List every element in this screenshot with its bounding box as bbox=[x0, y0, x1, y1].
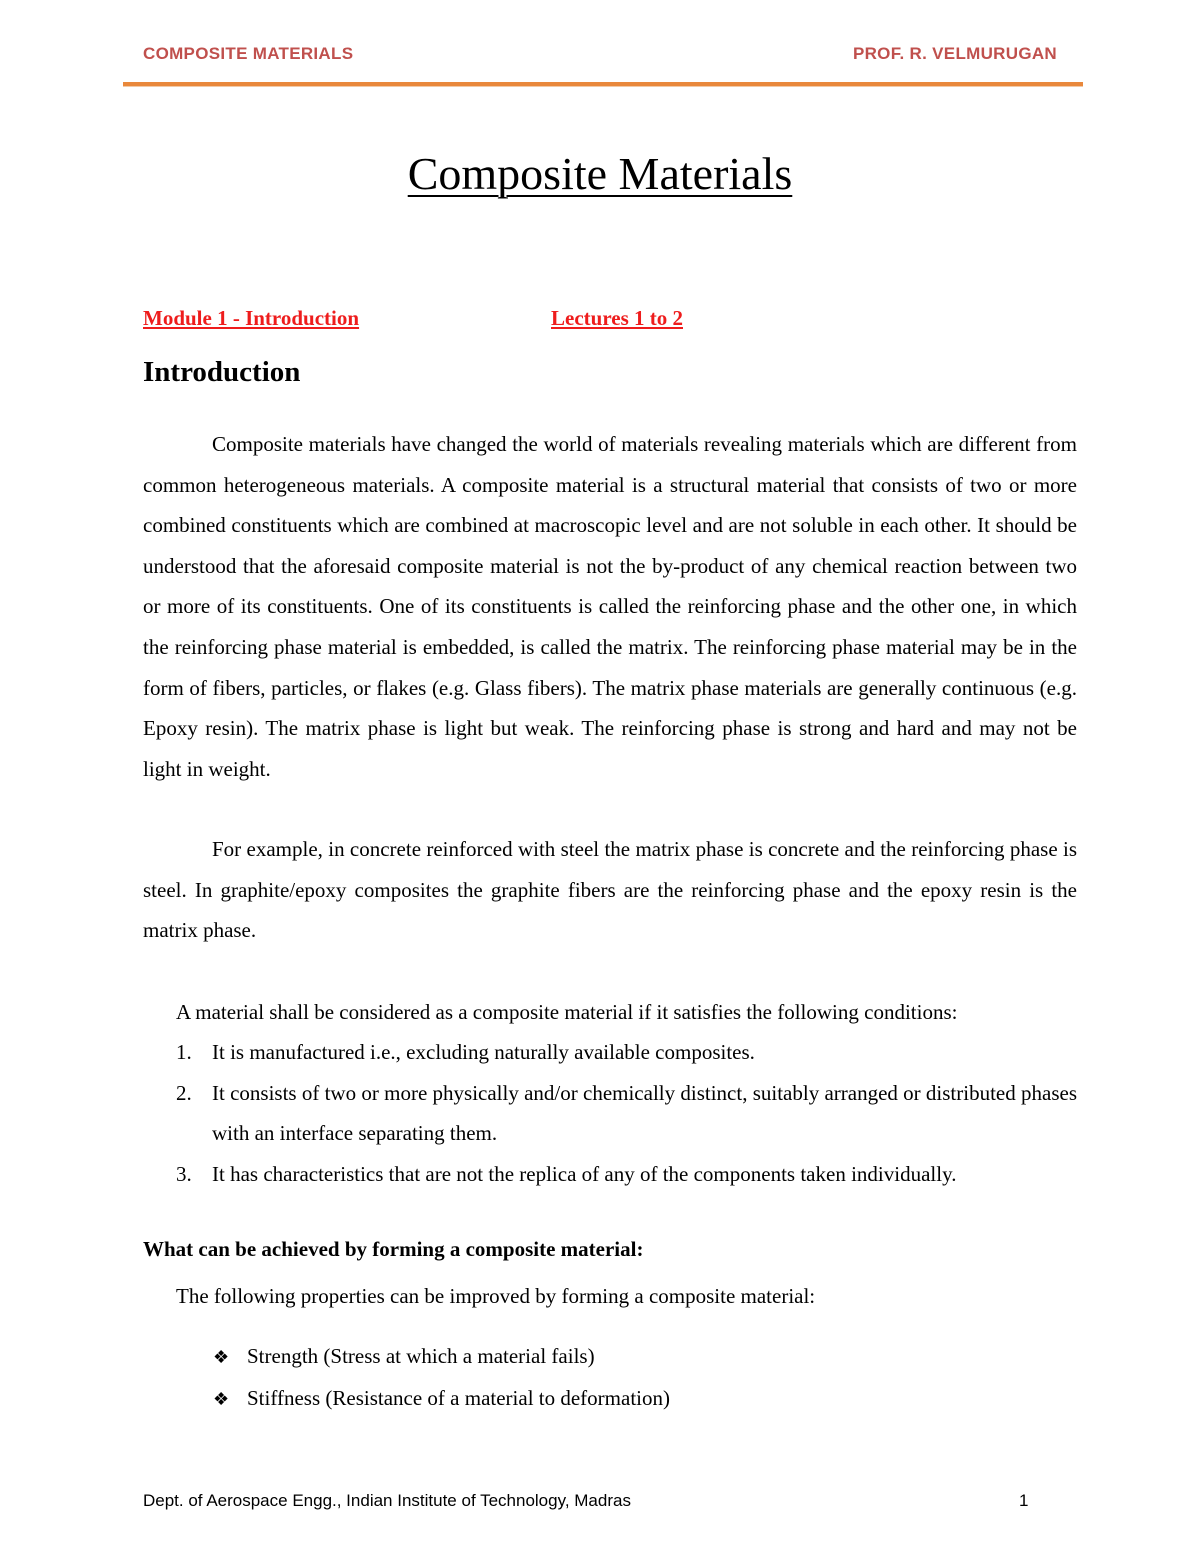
conditions-intro: A material shall be considered as a composite material if it satisfies the following conditions: bbox=[176, 1000, 958, 1024]
page-number: 1 bbox=[1019, 1491, 1029, 1510]
properties-list bbox=[213, 1336, 670, 1420]
diamond-bullet-icon: ❖ bbox=[213, 1389, 230, 1409]
achieve-intro: The following properties can be improved by forming a composite material: bbox=[176, 1284, 816, 1308]
conditions-list bbox=[143, 1032, 1077, 1194]
document-title: Composite Materials bbox=[407, 148, 793, 199]
header-author: PROF. R. VELMURUGAN bbox=[852, 44, 1057, 63]
header-course-title: COMPOSITE MATERIALS bbox=[143, 44, 354, 63]
list-item: ❖ Strength (Stress at which a material fails) bbox=[213, 1336, 670, 1378]
lectures-label: Lectures 1 to 2 bbox=[551, 306, 683, 330]
diamond-bullet-icon: ❖ bbox=[213, 1347, 230, 1367]
list-item: 3. It has characteristics that are not the replica of any of the components taken individually. bbox=[176, 1161, 957, 1186]
list-item: 1. It is manufactured i.e., excluding naturally available composites. bbox=[176, 1040, 755, 1064]
section-heading: Introduction bbox=[143, 356, 301, 388]
header-divider bbox=[123, 82, 1083, 87]
list-item: ❖ Stiffness (Resistance of a material to deformation) bbox=[213, 1378, 670, 1420]
list-item: 2. It consists of two or more physically and/or chemically distinct, suitably arranged or distributed phases with an interface separating them. bbox=[176, 1080, 1077, 1146]
achieve-heading: What can be achieved by forming a composite material: bbox=[143, 1237, 644, 1261]
module-label: Module 1 - Introduction bbox=[143, 306, 360, 330]
footer-department: Dept. of Aerospace Engg., Indian Institute of Technology, Madras bbox=[143, 1491, 631, 1510]
intro-paragraph-1: Composite materials have changed the world of materials revealing materials which are different from common heterogeneous materials. A composite material is a structural material that consists of two or more combined constituents which are combined at macroscopic level and are not soluble in each other. It should be understood that the aforesaid composite material is not the by-product of any chemical reaction between two or more of its constituents. One of its constituents is called the reinforcing phase and the other one, in which the reinforcing phase material is embedded, is called the matrix. The reinforcing phase material may be in the form of fibers, particles, or flakes (e.g. Glass fibers). The matrix phase materials are generally continuous (e.g. Epoxy resin). The matrix phase is light but weak. The reinforcing phase is strong and hard and may not be light in weight. bbox=[143, 432, 1077, 781]
intro-paragraph-2: For example, in concrete reinforced with steel the matrix phase is concrete and the reinforcing phase is steel. In graphite/epoxy composites the graphite fibers are the reinforcing phase and the epoxy resin is the matrix phase. bbox=[143, 837, 1077, 943]
